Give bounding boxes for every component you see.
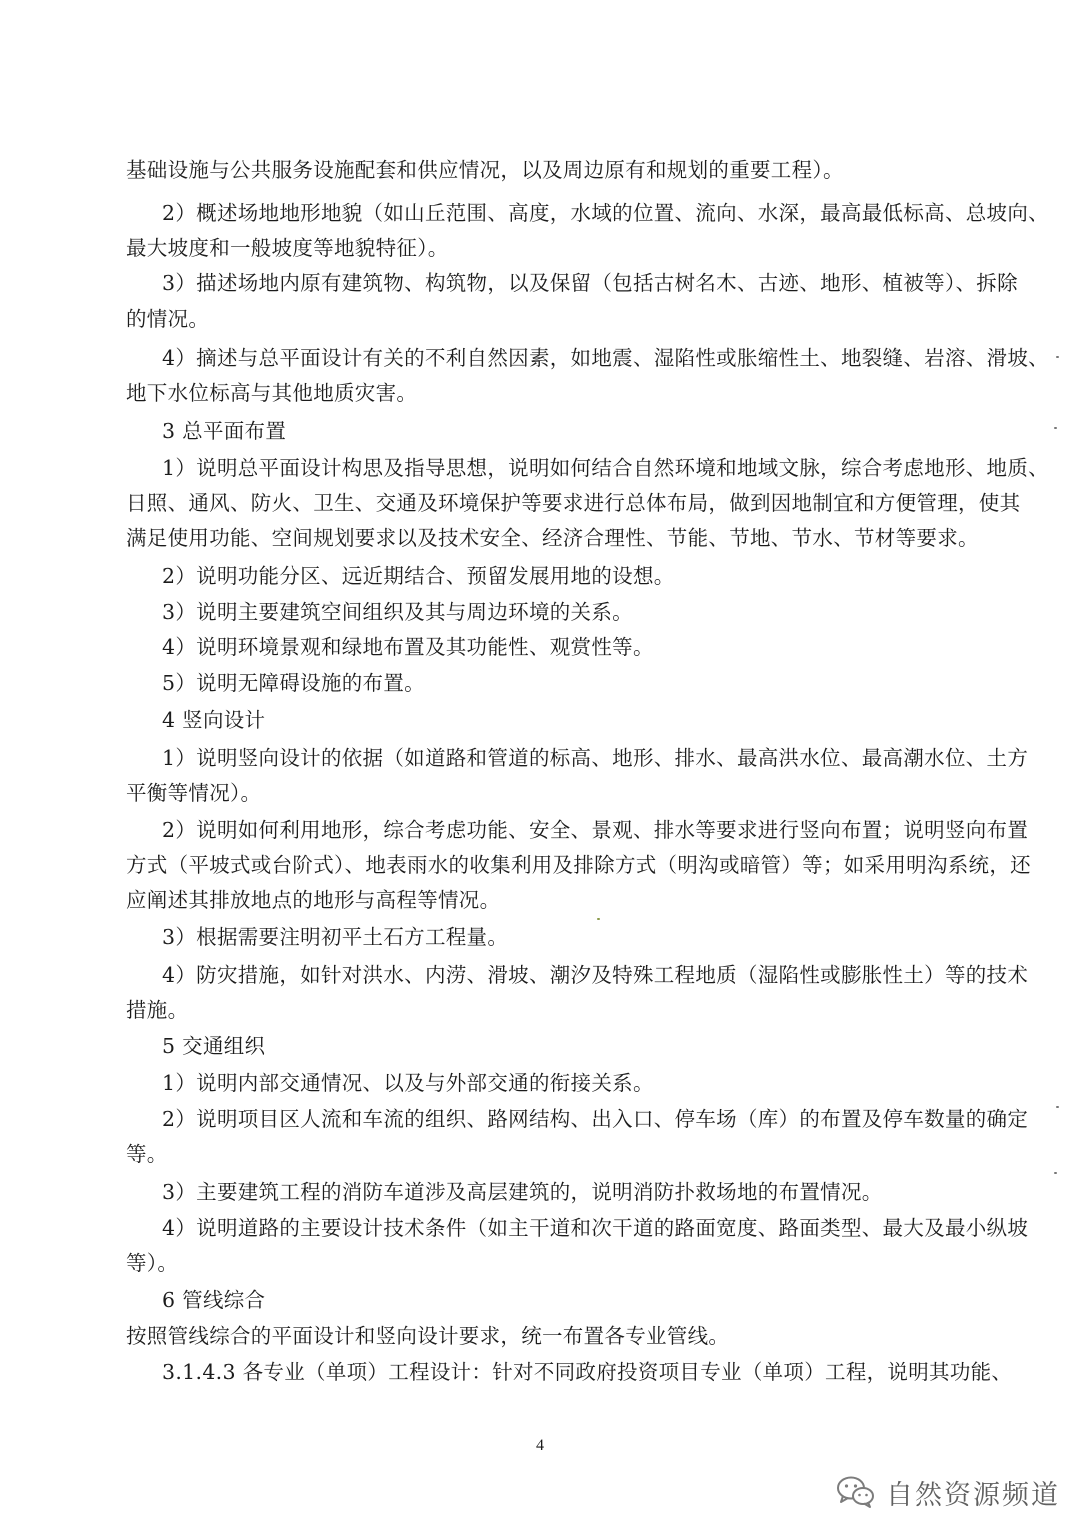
body-line: 3.1.4.3 各专业（单项）工程设计：针对不同政府投资项目专业（单项）工程，说明其功能、 [162,1360,1013,1384]
body-line: 4）防灾措施，如针对洪水、内涝、滑坡、潮汐及特殊工程地质（湿陷性或膨胀性土）等的技术 [162,963,1029,987]
body-line: 地下水位标高与其他地质灾害。 [126,381,418,405]
section-heading: 6 管线综合 [162,1288,266,1312]
watermark [836,1472,1060,1512]
scan-speck [1054,1172,1057,1174]
body-line: 平衡等情况）。 [126,781,262,805]
body-line: 满足使用功能、空间规划要求以及技术安全、经济合理性、节能、节地、节水、节材等要求。 [126,526,979,550]
body-line: 3）描述场地内原有建筑物、构筑物，以及保留（包括古树名木、古迹、地形、植被等）、拆除 [162,271,1018,295]
wechat-icon [836,1475,876,1509]
body-line: 按照管线综合的平面设计和竖向设计要求，统一布置各专业管线。 [126,1324,730,1348]
body-line: 5）说明无障碍设施的布置。 [162,671,425,695]
section-heading: 3 总平面布置 [162,419,287,443]
section-heading: 4 竖向设计 [162,708,266,732]
section-heading: 5 交通组织 [162,1034,266,1058]
scan-speck [1056,1106,1059,1108]
body-line: 1）说明内部交通情况、以及与外部交通的衔接关系。 [162,1071,654,1095]
watermark-text: 自然资源频道 [886,1479,1060,1511]
body-line: 应阐述其排放地点的地形与高程等情况。 [126,888,501,912]
body-line: 4）说明环境景观和绿地布置及其功能性、观赏性等。 [162,635,654,659]
body-line: 3）根据需要注明初平土石方工程量。 [162,925,509,949]
scan-speck [1054,427,1057,429]
body-line: 最大坡度和一般坡度等地貌特征）。 [126,236,449,260]
body-line: 方式（平坡式或台阶式）、地表雨水的收集利用及排除方式（明沟或暗管）等；如采用明沟系统，还 [126,853,1031,877]
page-number: 4 [536,1437,544,1454]
body-line: 3）主要建筑工程的消防车道涉及高层建筑的，说明消防扑救场地的布置情况。 [162,1180,883,1204]
body-line: 等）。 [126,1251,179,1275]
body-line: 措施。 [126,998,189,1022]
body-line: 2）说明功能分区、远近期结合、预留发展用地的设想。 [162,564,675,588]
scan-speck [1056,356,1059,358]
body-line: 1）说明总平面设计构思及指导思想，说明如何结合自然环境和地域文脉，综合考虑地形、地质、 [162,456,1049,480]
body-line: 4）摘述与总平面设计有关的不利自然因素，如地震、湿陷性或胀缩性土、地裂缝、岩溶、滑坡、 [162,346,1049,370]
body-line: 的情况。 [126,307,210,331]
body-line: 2）说明项目区人流和车流的组织、路网结构、出入口、停车场（库）的布置及停车数量的确定 [162,1107,1029,1131]
body-line: 1）说明竖向设计的依据（如道路和管道的标高、地形、排水、最高洪水位、最高潮水位、土方 [162,746,1029,770]
body-line: 基础设施与公共服务设施配套和供应情况，以及周边原有和规划的重要工程）。 [126,158,844,182]
body-line: 2）概述场地地形地貌（如山丘范围、高度，水域的位置、流向、水深，最高最低标高、总坡向、 [162,201,1049,225]
body-line: 3）说明主要建筑空间组织及其与周边环境的关系。 [162,600,633,624]
scan-speck [597,918,600,920]
body-line: 2）说明如何利用地形，综合考虑功能、安全、景观、排水等要求进行竖向布置；说明竖向布置 [162,818,1029,842]
body-line: 等。 [126,1142,168,1166]
body-line: 4）说明道路的主要设计技术条件（如主干道和次干道的路面宽度、路面类型、最大及最小纵坡 [162,1216,1029,1240]
body-line: 日照、通风、防火、卫生、交通及环境保护等要求进行总体布局，做到因地制宜和方便管理，使其 [126,491,1021,515]
